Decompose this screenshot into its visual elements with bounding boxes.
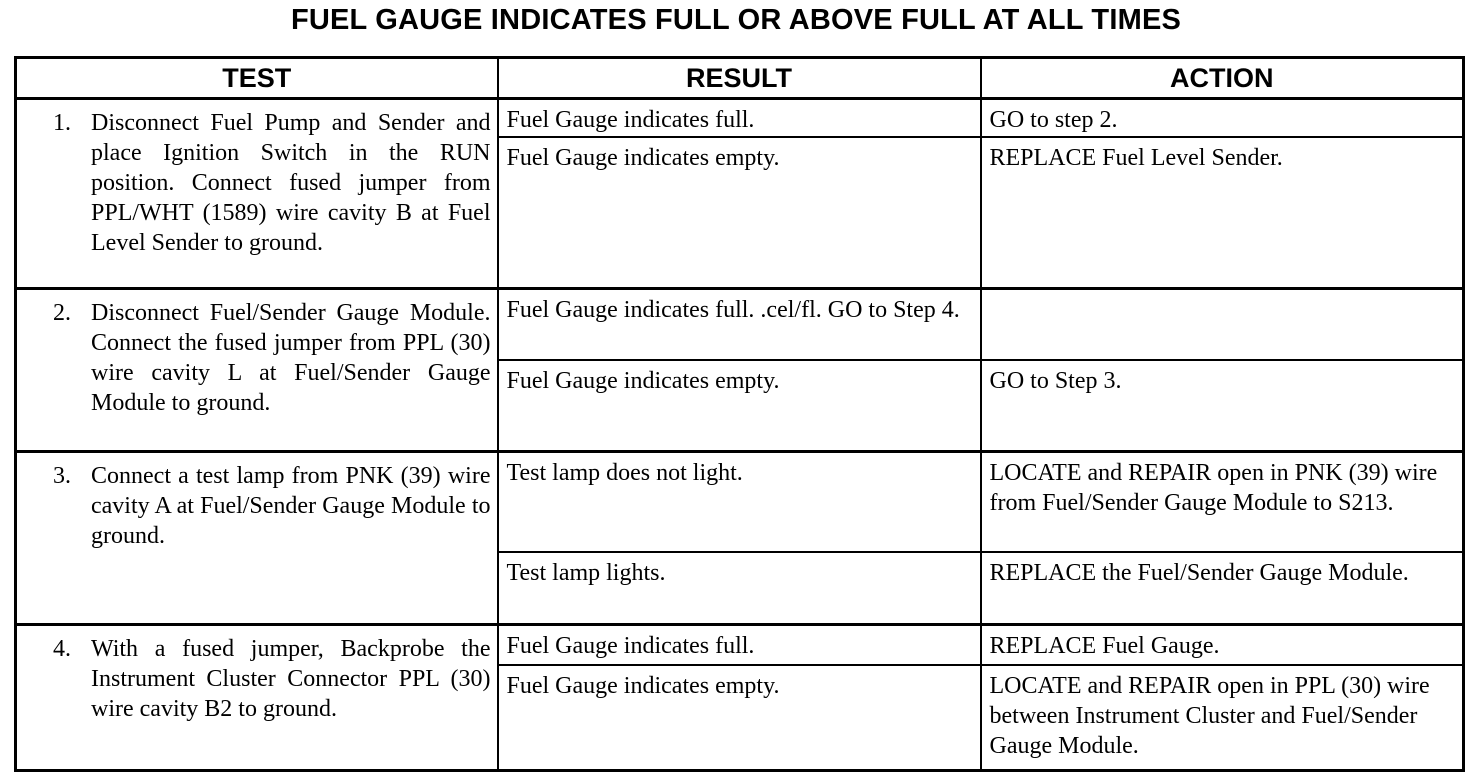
- table-row: [16, 452, 1464, 552]
- table-row: [16, 289, 1464, 360]
- test-step-4: [16, 625, 498, 771]
- step-number: 1.: [53, 110, 71, 136]
- step-number: 4.: [53, 636, 71, 662]
- result-cell: Test lamp lights.: [498, 552, 981, 625]
- test-text: Disconnect Fuel Pump and Sender and place Ignition Switch in the RUN position. Connect fused jumper from PPL/WHT (1589) wire cavity B at Fuel Level Sender to ground.: [91, 110, 491, 256]
- test-step-1: [16, 99, 498, 289]
- result-cell: Fuel Gauge indicates full.: [498, 625, 981, 665]
- result-cell: Fuel Gauge indicates full. .cel/fl. GO to Step 4.: [498, 289, 981, 360]
- action-cell: REPLACE the Fuel/Sender Gauge Module.: [981, 552, 1464, 625]
- test-step-2: [16, 289, 498, 452]
- table-row: [16, 625, 1464, 665]
- page-title: FUEL GAUGE INDICATES FULL OR ABOVE FULL AT ALL TIMES: [290, 4, 1182, 36]
- action-cell: LOCATE and REPAIR open in PPL (30) wire between Instrument Cluster and Fuel/Sender Gauge Module.: [981, 665, 1464, 771]
- result-cell: Fuel Gauge indicates full.: [498, 99, 981, 137]
- action-cell: [981, 289, 1464, 360]
- action-cell: REPLACE Fuel Level Sender.: [981, 137, 1464, 289]
- result-cell: Fuel Gauge indicates empty.: [498, 137, 981, 289]
- action-cell: LOCATE and REPAIR open in PNK (39) wire from Fuel/Sender Gauge Module to S213.: [981, 452, 1464, 552]
- result-column-header: RESULT: [498, 58, 981, 99]
- action-cell: GO to Step 3.: [981, 360, 1464, 452]
- result-cell: Fuel Gauge indicates empty.: [498, 360, 981, 452]
- diagnostic-table: [14, 56, 1465, 772]
- action-cell: REPLACE Fuel Gauge.: [981, 625, 1464, 665]
- result-cell: Test lamp does not light.: [498, 452, 981, 552]
- action-cell: GO to step 2.: [981, 99, 1464, 137]
- test-column-header: TEST: [16, 58, 498, 99]
- result-cell: Fuel Gauge indicates empty.: [498, 665, 981, 771]
- action-column-header: ACTION: [981, 58, 1464, 99]
- test-text: Connect a test lamp from PNK (39) wire cavity A at Fuel/Sender Gauge Module to ground.: [91, 463, 491, 549]
- test-step-3: [16, 452, 498, 625]
- test-text: Disconnect Fuel/Sender Gauge Module. Connect the fused jumper from PPL (30) wire cavity L at Fuel/Sender Gauge Module to ground.: [91, 300, 491, 416]
- step-number: 2.: [53, 300, 71, 326]
- table-row: [16, 99, 1464, 137]
- step-number: 3.: [53, 463, 71, 489]
- test-text: With a fused jumper, Backprobe the Instrument Cluster Connector PPL (30) wire cavity B2 to ground.: [91, 636, 491, 722]
- header-row: [16, 58, 1464, 99]
